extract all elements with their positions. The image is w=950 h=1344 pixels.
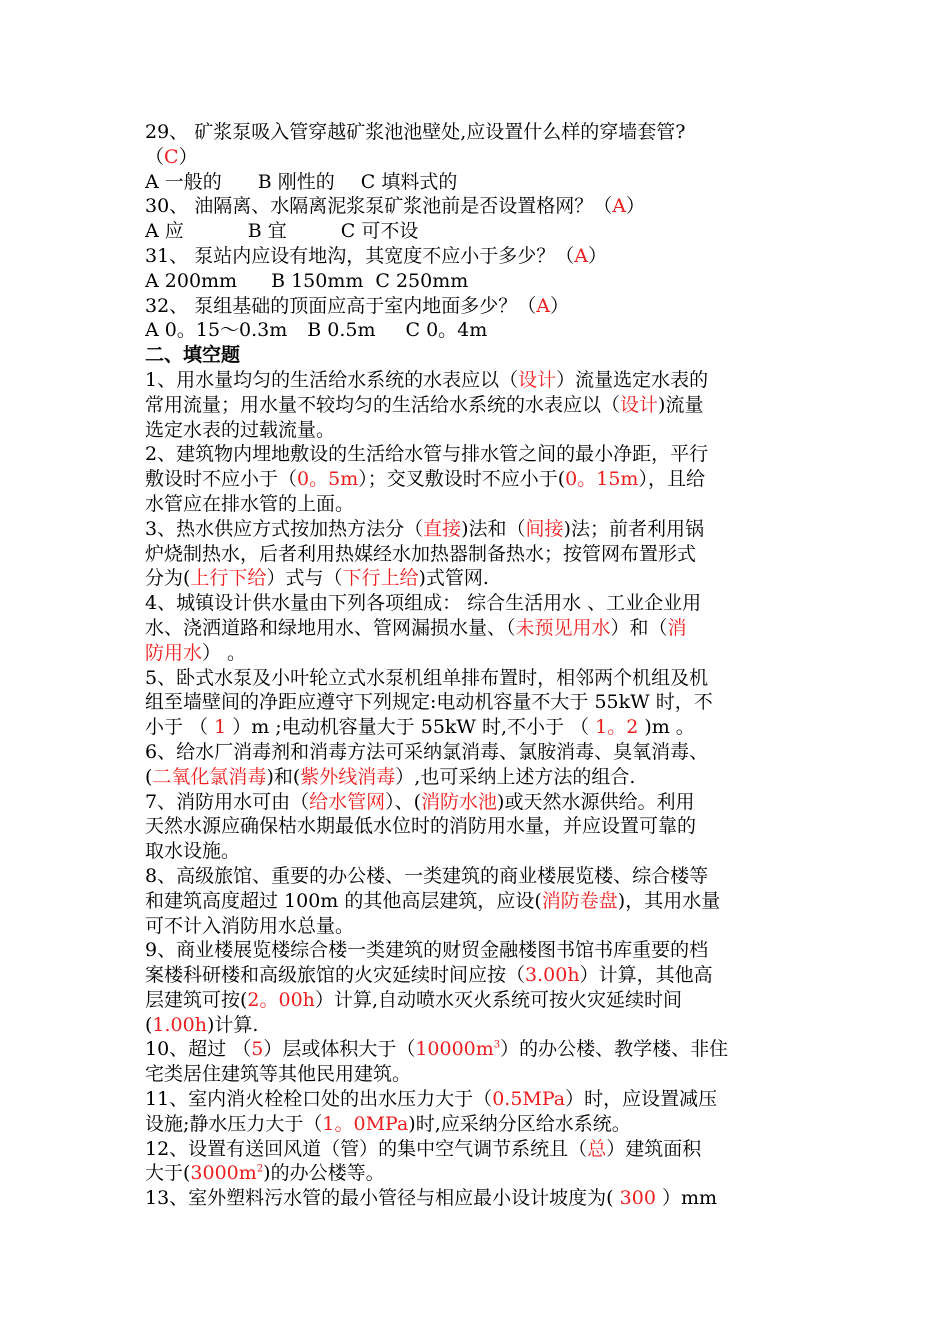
fill-9-line-1: 9、商业楼展览楼综合楼一类建筑的财贸金融楼图书馆书库重要的档 bbox=[145, 939, 709, 962]
fill-9-line-4: (1.00h)计算. bbox=[145, 1013, 259, 1036]
fill-12-line-2: 大于$(3000m^2)$的办公楼等。 bbox=[145, 1162, 385, 1185]
answer: 1。0MPa bbox=[322, 1112, 409, 1135]
answer: 消 bbox=[667, 616, 687, 639]
fill-7-line-1: 7、消防用水可由（给水管网）、(消防水池)或天然水源供给。利用 bbox=[145, 790, 695, 813]
answer: 防用水 bbox=[145, 641, 203, 664]
fill-8-line-1: 8、高级旅馆、重要的办公楼、一类建筑的商业楼展览楼、综合楼等 bbox=[145, 864, 709, 887]
question-29-stem: 29、 矿浆泵吸入管穿越矿浆池池壁处,应设置什么样的穿墙套管? bbox=[145, 121, 686, 143]
answer: 给水管网 bbox=[309, 790, 386, 813]
fill-10-line-1: 10、超过 （5）层或体积大于$(10000m^3)$的办公楼、教学楼、非住 bbox=[145, 1038, 729, 1061]
fill-6-line-1: 6、给水厂消毒剂和消毒方法可采纳氯消毒、氯胺消毒、臭氧消毒、 bbox=[145, 740, 709, 763]
question-31-stem: 31、 泵站内应设有地沟，其宽度不应小于多少？（A） bbox=[145, 244, 607, 267]
fill-10-line-2: 宅类居住建筑等其他民用建筑。 bbox=[145, 1063, 412, 1086]
answer: 0.5MPa bbox=[492, 1088, 566, 1111]
answer: 消防卷盘 bbox=[541, 889, 618, 912]
fill-12-line-1: 12、设置有送回风道（管）的集中空气调节系统且（总）建筑面积 bbox=[145, 1137, 702, 1160]
superscript: 2 bbox=[256, 1164, 264, 1176]
answer: 10000m bbox=[415, 1038, 494, 1061]
question-32-stem: 32、 泵组基础的顶面应高于室内地面多少？（A） bbox=[145, 294, 569, 317]
answer: 3.00h bbox=[525, 964, 580, 987]
question-30-stem: 30、 油隔离、水隔离泥浆泵矿浆池前是否设置格网？（A） bbox=[145, 195, 645, 218]
answer: 间接 bbox=[525, 517, 564, 540]
fill-4-line-3: 防用水） 。 bbox=[145, 641, 247, 664]
answer: 设计 bbox=[518, 368, 557, 391]
document-page bbox=[145, 120, 809, 1211]
fill-8-line-3: 可不计入消防用水总量。 bbox=[145, 914, 355, 937]
answer: 二氧化氯消毒 bbox=[152, 765, 267, 788]
fill-3-line-1: 3、热水供应方式按加热方法分（直接)法和（间接)法；前者利用锅 bbox=[145, 517, 704, 540]
answer: 设计 bbox=[620, 393, 659, 416]
fill-2-line-3: 水管应在排水管的上面。 bbox=[145, 492, 355, 515]
question-29-options: A 一般的 B 刚性的 C 填料式的 bbox=[145, 170, 458, 193]
fill-7-line-3: 取水设施。 bbox=[145, 840, 241, 863]
fill-4-line-2: 水、浇洒道路和绿地用水、管网漏损水量、（未预见用水）和（消 bbox=[145, 616, 687, 639]
fill-1-line-3: 选定水表的过载流量。 bbox=[145, 418, 336, 441]
answer: 消防水池 bbox=[421, 790, 498, 813]
fill-4-line-1: 4、城镇设计供水量由下列各项组成： 综合生活用水 、工业企业用 bbox=[145, 592, 702, 615]
superscript: 3 bbox=[493, 1040, 501, 1052]
answer: 总 bbox=[587, 1137, 607, 1160]
answer: 300 bbox=[619, 1187, 656, 1210]
question-31-options: A 200mm B 150mm C 250mm bbox=[145, 269, 469, 292]
answer: A bbox=[574, 244, 588, 267]
fill-9-line-2: 案楼科研楼和高级旅馆的火灾延续时间应按（3.00h）计算，其他高 bbox=[145, 964, 713, 987]
fill-1-line-2: 常用流量；用水量不较均匀的生活给水系统的水表应以（设计)流量 bbox=[145, 393, 704, 416]
answer: 直接 bbox=[423, 517, 462, 540]
fill-2-line-2: 敷设时不应小于（0。5m）；交叉敷设时不应小于(0。15m），且给 bbox=[145, 468, 705, 491]
section-heading: 二、填空题 bbox=[145, 344, 241, 367]
answer: 1 bbox=[214, 716, 227, 739]
fill-3-line-2: 炉烧制热水，后者利用热媒经水加热器制备热水；按管网布置形式 bbox=[145, 542, 697, 565]
question-29-answer-line: （C） bbox=[145, 145, 198, 168]
answer: 0。15m bbox=[565, 468, 639, 491]
answer: 0。5m bbox=[297, 468, 359, 491]
answer: A bbox=[536, 294, 550, 317]
answer: 1。2 bbox=[595, 716, 639, 739]
fill-11-line-1: 11、室内消火栓栓口处的出水压力大于（0.5MPa）时，应设置减压 bbox=[145, 1088, 718, 1111]
question-32-options: A 0。15～0.3m B 0.5m C 0。4m bbox=[145, 319, 488, 342]
question-30-options: A 应 B 宜 C 可不设 bbox=[145, 220, 419, 243]
fill-5-line-3: 小于 （ 1 ）m ;电动机容量大于 55kW 时,不小于 （ 1。2 )m 。 bbox=[145, 716, 695, 739]
fill-6-line-2: (二氧化氯消毒)和(紫外线消毒）,也可采纳上述方法的组合. bbox=[145, 765, 636, 788]
answer: 紫外线消毒 bbox=[300, 765, 396, 788]
answer: 下行上给 bbox=[342, 567, 419, 590]
fill-8-line-2: 和建筑高度超过 100m 的其他高层建筑，应设(消防卷盘)，其用水量 bbox=[145, 889, 721, 912]
fill-3-line-3: 分为(上行下给）式与（下行上给)式管网. bbox=[145, 567, 489, 590]
answer: 上行下给 bbox=[190, 567, 267, 590]
answer: C bbox=[164, 145, 179, 168]
fill-5-line-1: 5、卧式水泵及小叶轮立式水泵机组单排布置时，相邻两个机组及机 bbox=[145, 666, 709, 689]
fill-2-line-1: 2、建筑物内埋地敷设的生活给水管与排水管之间的最小净距，平行 bbox=[145, 443, 709, 466]
answer: 3000m bbox=[190, 1162, 257, 1185]
answer: 未预见用水 bbox=[515, 616, 611, 639]
answer: 2。00h bbox=[247, 988, 315, 1011]
answer: 1.00h bbox=[152, 1013, 207, 1036]
fill-1-line-1: 1、用水量均匀的生活给水系统的水表应以（设计）流量选定水表的 bbox=[145, 368, 709, 391]
answer: A bbox=[612, 195, 626, 218]
fill-5-line-2: 组至墙壁间的净距应遵守下列规定:电动机容量不大于 55kW 时，不 bbox=[145, 691, 713, 714]
fill-11-line-2: 设施;静水压力大于（1。0MPa)时,应采纳分区给水系统。 bbox=[145, 1112, 631, 1135]
answer: 5 bbox=[251, 1038, 264, 1061]
fill-13-line-1: 13、室外塑料污水管的最小管径与相应最小设计坡度为( 300 ）mm bbox=[145, 1187, 717, 1210]
fill-9-line-3: 层建筑可按(2。00h）计算,自动喷水灭火系统可按火灾延续时间 bbox=[145, 988, 682, 1011]
fill-7-line-2: 天然水源应确保枯水期最低水位时的消防用水量，并应设置可靠的 bbox=[145, 815, 697, 838]
